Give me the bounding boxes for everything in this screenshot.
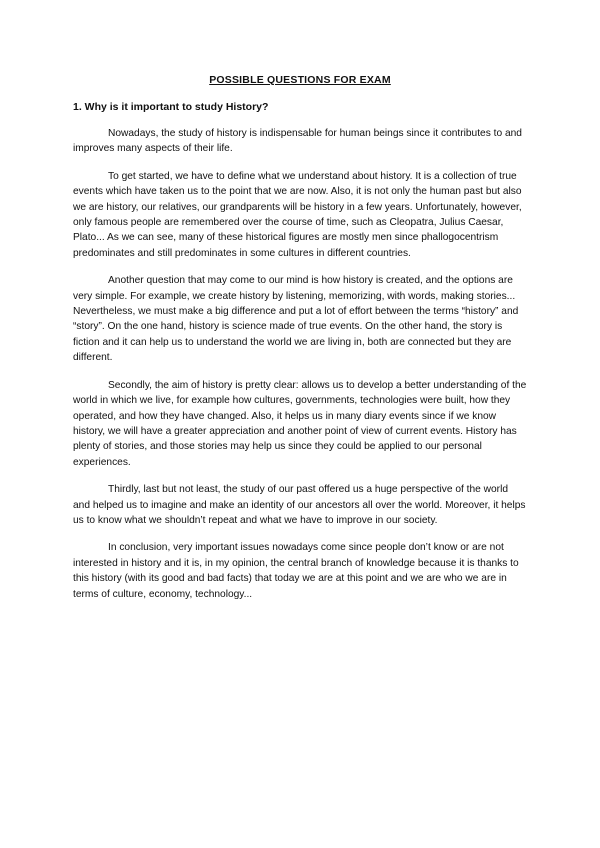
question-heading: 1. Why is it important to study History? xyxy=(73,101,269,113)
document-title: POSSIBLE QUESTIONS FOR EXAM xyxy=(209,74,391,86)
paragraph: Secondly, the aim of history is pretty clear: allows us to develop a better understanding of the world in which we live, for example how cultures, governments, technologies were built, how they operated, and how they have changed. Also, it helps us in many diary events since if we know history, we will have a greater appreciation and another point of view of current events. History has plenty of stories, and those stories may help us since they could be applied to our personal experiences. xyxy=(73,379,527,468)
paragraph: Thirdly, last but not least, the study of our past offered us a huge perspective of the world and helped us to imagine and make an identity of our ancestors all over the world. Moreover, it helps us to know what we shouldn’t repeat and what we have to improve in our society. xyxy=(73,484,526,526)
paragraph: To get started, we have to define what we understand about history. It is a collection of true events which have taken us to the point that we are now. Also, it is not only the human past but also we are history, our relatives, our grandparents will be history in a few years. Unfortunately, however, only famous people are remembered over the course of time, such as Cleopatra, Julius Caesar, Plato... As we can see, many of these historical figures are mostly men since phallogocentrism predominates and still predominates in some cultures in different countries. xyxy=(73,170,522,259)
paragraph: Another question that may come to our mind is how history is created, and the options are very simple. For example, we create history by listening, memorizing, with words, making stories... Nevertheless, we must make a big difference and put a lot of effort between the terms “history” and “story”. On the one hand, history is science made of true events. On the other hand, the story is fiction and it can help us to understand the world we are living in, both are connected but they are different. xyxy=(73,275,519,364)
paragraph: In conclusion, very important issues nowadays come since people don’t know or are not interested in history and it is, in my opinion, the central branch of knowledge because it is thanks to this history (with its good and bad facts) that today we are at this point and we are who we are in terms of culture, economy, technology... xyxy=(73,542,519,600)
document-body xyxy=(73,126,527,614)
paragraph: Nowadays, the study of history is indispensable for human beings since it contributes to and improves many aspects of their life. xyxy=(73,128,522,155)
